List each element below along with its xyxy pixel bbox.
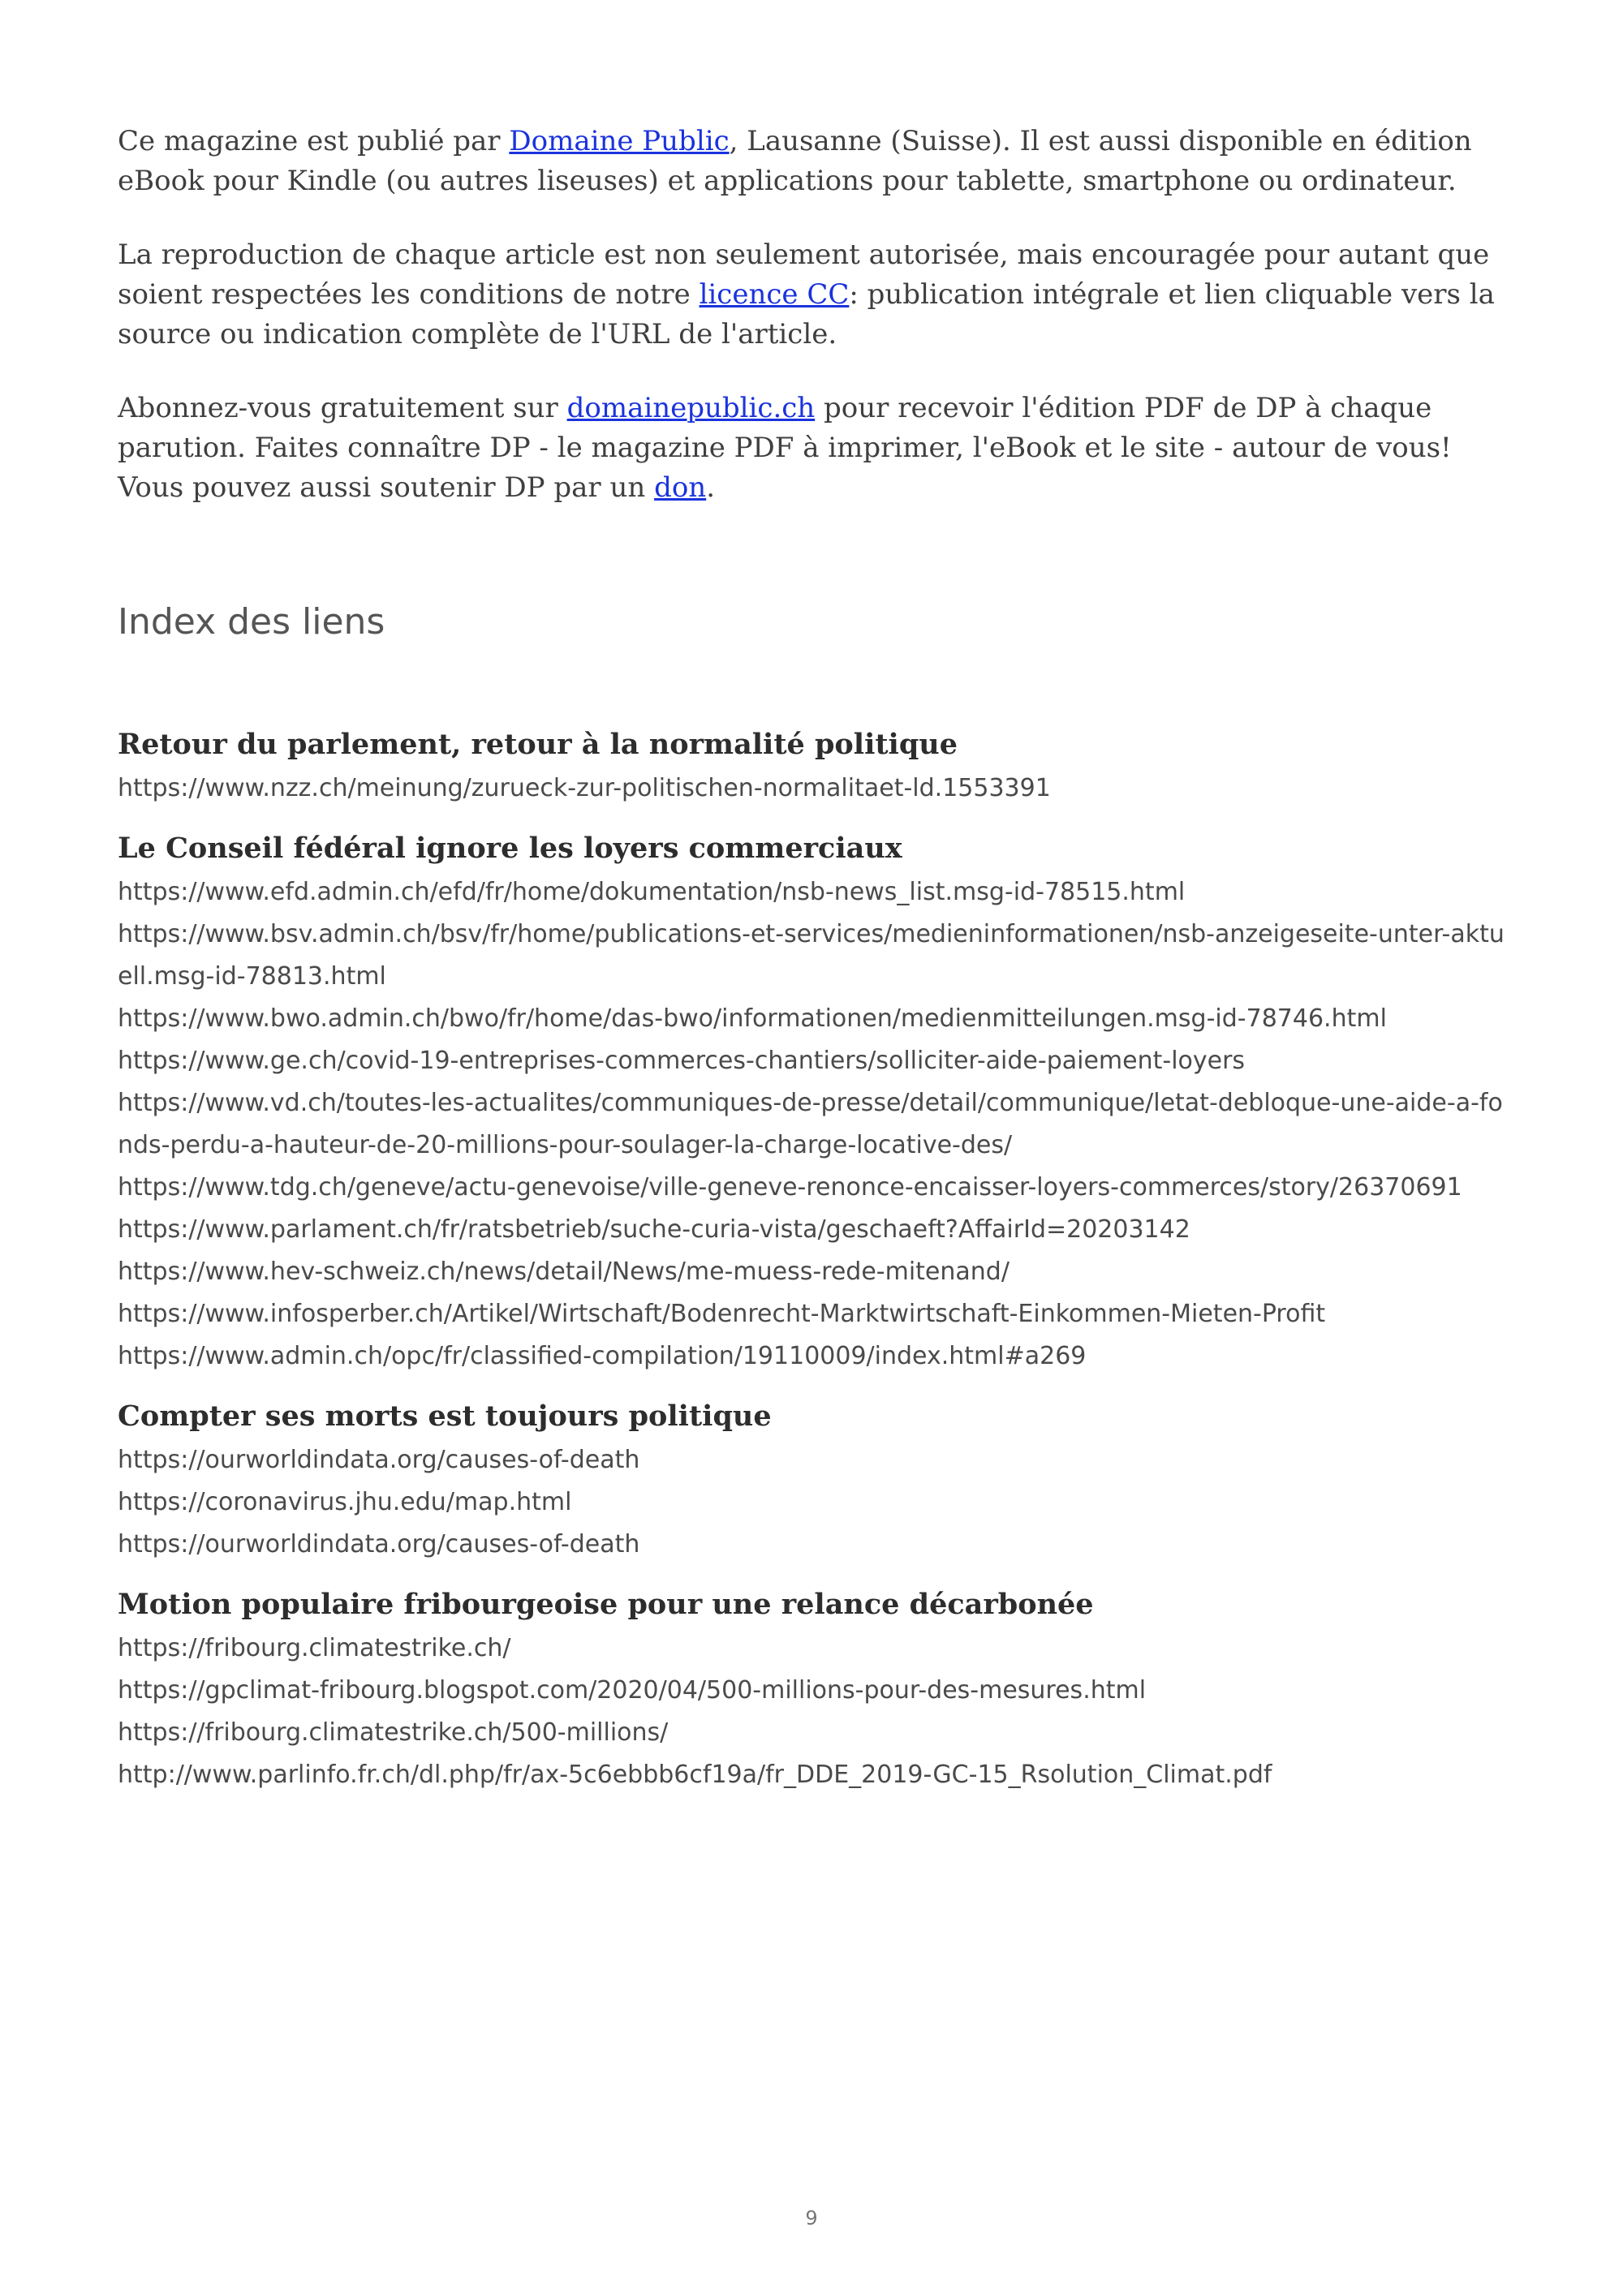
text-span: Ce magazine est publié par (118, 125, 510, 157)
text-span: pour recevoir l'édition PDF de DP à chaque parution. Faites connaître DP - le magazine PDF à imprimer, l'eBook et le site - autour de vous! Vous pouvez aussi soutenir DP par un (118, 392, 1452, 504)
url-item[interactable]: https://www.efd.admin.ch/efd/fr/home/dokumentation/nsb-news_list.msg-id-78515.html (118, 878, 1186, 906)
don-link[interactable]: don (654, 471, 707, 504)
url-item[interactable]: https://www.hev-schweiz.ch/news/detail/News/me-muess-rede-mitenand/ (118, 1258, 1010, 1286)
publisher-paragraph (118, 122, 1513, 201)
reproduction-paragraph (118, 235, 1513, 355)
url-item[interactable]: https://www.bwo.admin.ch/bwo/fr/home/das-bwo/informationen/medienmitteilungen.msg-id-78746.html (118, 1004, 1387, 1033)
url-item[interactable]: https://www.vd.ch/toutes-les-actualites/communiques-de-presse/detail/communique/letat-debloque-une-aide-a-fonds-perdu-a-hauteur-de-20-millions-pour-soulager-la-charge-locative-des/ (118, 1089, 1503, 1159)
text-span: , Lausanne (Suisse). Il est aussi disponible en édition eBook pour Kindle (ou autres liseuses) et applications pour tablette, smartphone ou ordinateur. (118, 125, 1472, 197)
url-item[interactable]: https://coronavirus.jhu.edu/map.html (118, 1488, 572, 1516)
section-title: Compter ses morts est toujours politique (118, 1400, 772, 1433)
url-item[interactable]: https://www.bsv.admin.ch/bsv/fr/home/publications-et-services/medieninformationen/nsb-anzeigeseite-unter-aktuell.msg-id-78813.html (118, 920, 1505, 991)
domaine-public-link[interactable]: Domaine Public (509, 125, 730, 157)
document-page (118, 122, 1513, 1814)
subscribe-paragraph (118, 389, 1513, 508)
url-item[interactable]: https://fribourg.climatestrike.ch/ (118, 1634, 511, 1662)
url-item[interactable]: https://gpclimat-fribourg.blogspot.com/2020/04/500-millions-pour-des-mesures.html (118, 1676, 1147, 1705)
intro-text (118, 122, 1513, 508)
section-title: Le Conseil fédéral ignore les loyers commerciaux (118, 832, 902, 865)
link-list (118, 1439, 1513, 1566)
text-span: Abonnez-vous gratuitement sur (118, 392, 567, 424)
index-section (118, 1395, 1513, 1566)
index-section (118, 1584, 1513, 1796)
url-item[interactable]: https://www.infosperber.ch/Artikel/Wirtschaft/Bodenrecht-Marktwirtschaft-Einkommen-Mieten-Profit (118, 1300, 1326, 1328)
url-item[interactable]: https://ourworldindata.org/causes-of-death (118, 1446, 640, 1474)
section-title: Motion populaire fribourgeoise pour une relance décarbonée (118, 1588, 1094, 1621)
licence-cc-link[interactable]: licence CC (699, 278, 850, 311)
link-list (118, 767, 1513, 810)
url-item[interactable]: https://www.admin.ch/opc/fr/classified-compilation/19110009/index.html#a269 (118, 1342, 1087, 1370)
url-item[interactable]: https://www.nzz.ch/meinung/zurueck-zur-politischen-normalitaet-ld.1553391 (118, 774, 1051, 802)
url-item[interactable]: https://www.parlament.ch/fr/ratsbetrieb/suche-curia-vista/geschaeft?AffairId=20203142 (118, 1215, 1190, 1244)
url-item[interactable]: http://www.parlinfo.fr.ch/dl.php/fr/ax-5c6ebbb6cf19a/fr_DDE_2019-GC-15_Rsolution_Climat.pdf (118, 1761, 1272, 1789)
index-sections (118, 724, 1513, 1796)
url-item[interactable]: https://www.tdg.ch/geneve/actu-genevoise/ville-geneve-renonce-encaisser-loyers-commerces/story/26370691 (118, 1173, 1462, 1202)
section-title: Retour du parlement, retour à la normalité politique (118, 728, 958, 761)
link-list (118, 871, 1513, 1378)
url-item[interactable]: https://fribourg.climatestrike.ch/500-millions/ (118, 1718, 669, 1747)
text-span: : publication intégrale et lien cliquable vers la source ou indication complète de l'URL de l'article. (118, 278, 1495, 350)
index-section (118, 828, 1513, 1378)
text-span: . (706, 471, 716, 504)
page-number: 9 (805, 2207, 818, 2229)
text-span: La reproduction de chaque article est non seulement autorisée, mais encouragée pour autant que soient respectées les conditions de notre (118, 239, 1490, 311)
url-item[interactable]: https://www.ge.ch/covid-19-entreprises-commerces-chantiers/solliciter-aide-paiement-loyers (118, 1047, 1246, 1075)
domainepublic-link[interactable]: domainepublic.ch (566, 392, 816, 424)
index-section (118, 724, 1513, 810)
url-item[interactable]: https://ourworldindata.org/causes-of-death (118, 1530, 640, 1559)
index-title: Index des liens (118, 601, 385, 643)
link-list (118, 1627, 1513, 1796)
